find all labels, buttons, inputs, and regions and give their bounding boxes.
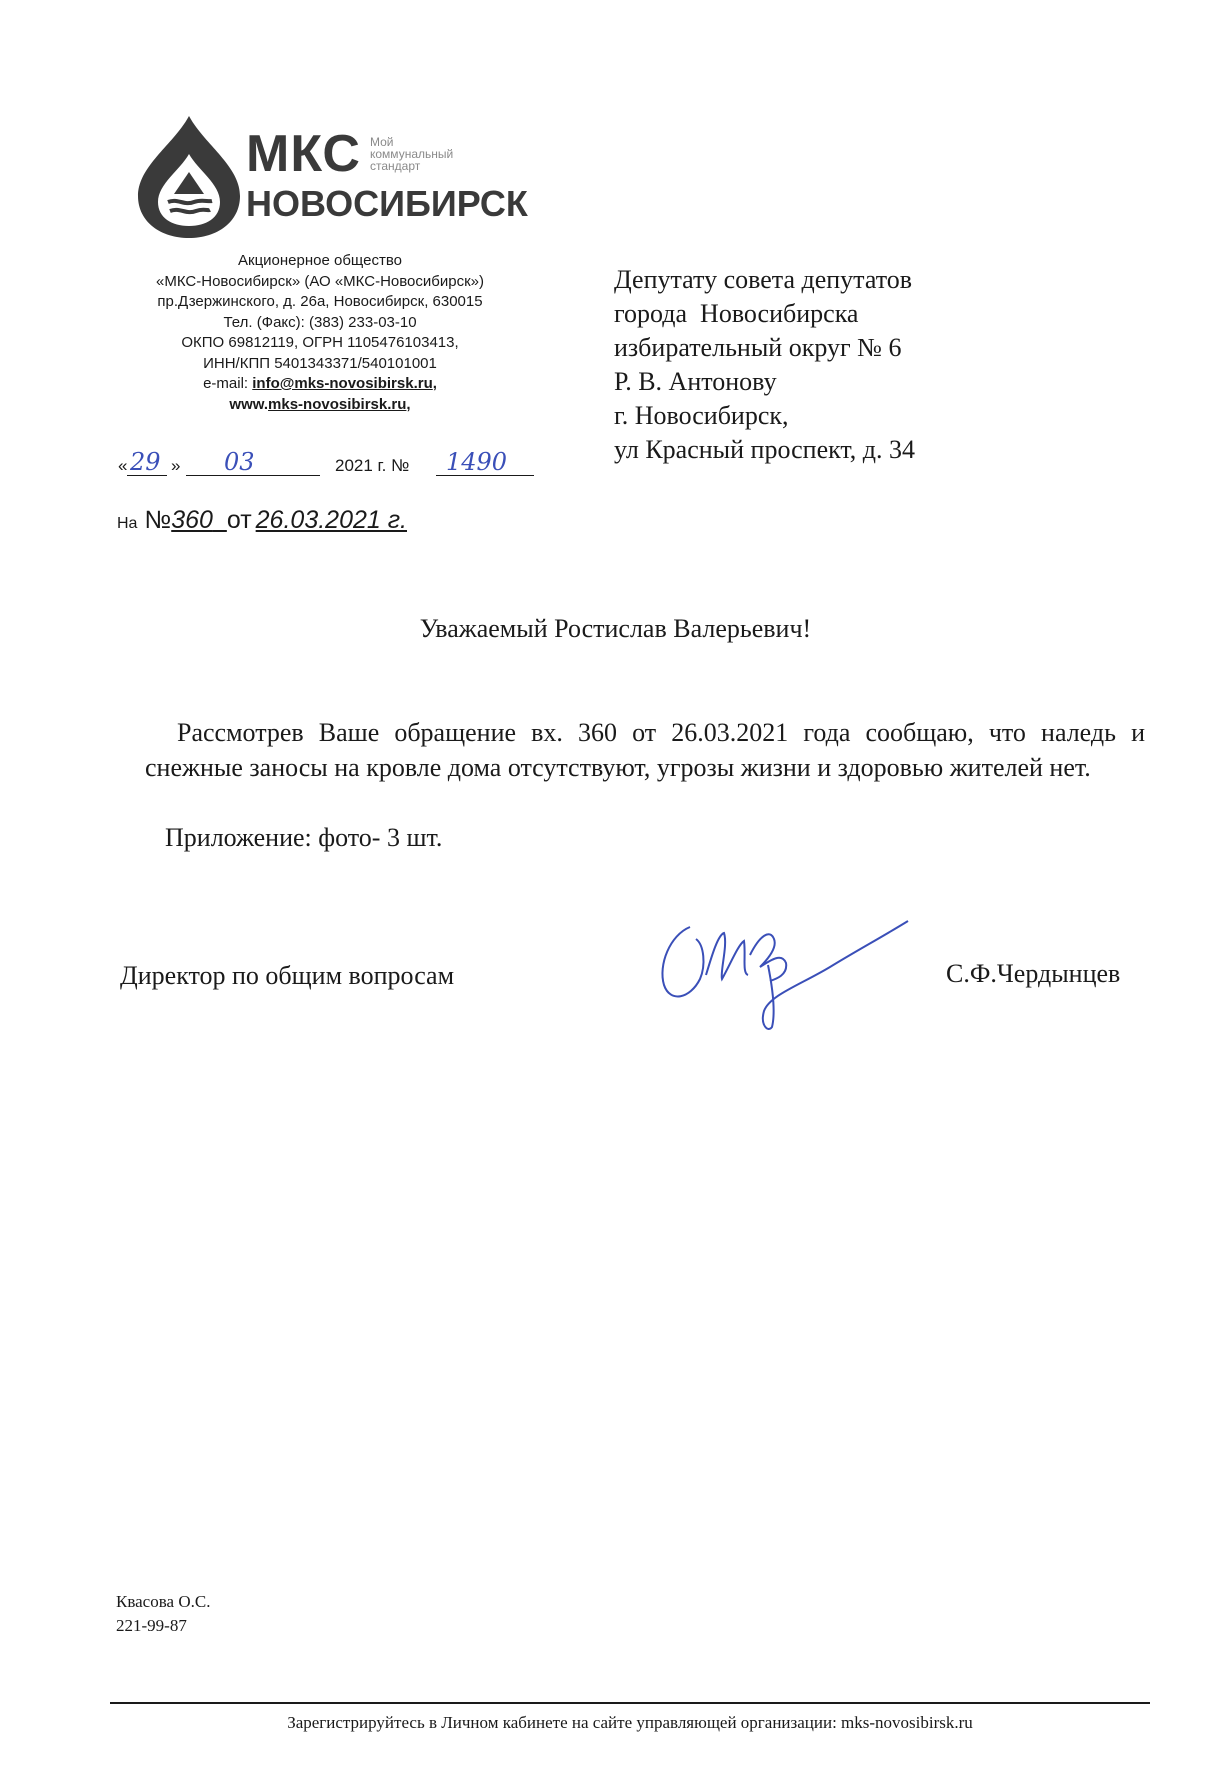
reference-date: 26.03.2021 г.: [255, 506, 407, 534]
signatory-name: С.Ф.Чердынцев: [946, 959, 1121, 988]
requisites-email-line: [110, 374, 530, 395]
logo-tagline-line: стандарт: [370, 159, 421, 173]
executor-info: [116, 1590, 210, 1638]
email-link[interactable]: info@mks-novosibirsk.ru: [252, 375, 433, 392]
number-underline: [436, 475, 534, 476]
outgoing-month: 03: [224, 448, 255, 476]
logo-brand-name: МКС: [246, 125, 361, 183]
outgoing-day: 29: [130, 448, 161, 476]
body-paragraph: Рассмотрев Ваше обращение вх. 360 от 26.03.2021 года сообщаю, что наледь и снежные заносы на кровле дома отсутствуют, угрозы жизни и здоровью жителей нет.: [145, 718, 1145, 782]
open-quote: «: [118, 456, 128, 475]
addressee-block: [614, 263, 1134, 467]
water-drop-icon: [134, 114, 244, 240]
addressee-line: избирательный округ № 6: [614, 333, 902, 362]
reference-number: 360: [171, 506, 213, 534]
requisites-line: Акционерное общество: [238, 252, 402, 269]
letter-body: [145, 716, 1145, 785]
footer-note: Зарегистрируйтесь в Личном кабинете на сайте управляющей организации: mks-novosibirsk.ru: [287, 1713, 973, 1732]
reference-no-sign: №: [137, 506, 172, 534]
reference-prefix: На: [117, 515, 138, 532]
requisites-line: пр.Дзержинского, д. 26а, Новосибирск, 630015: [157, 293, 483, 310]
addressee-line: г. Новосибирск,: [614, 401, 789, 430]
email-label: e-mail:: [203, 375, 253, 392]
executor-name: Квасова О.С.: [116, 1592, 211, 1611]
company-requisites: [110, 251, 530, 415]
addressee-line: города Новосибирска: [614, 299, 859, 328]
logo-tagline-line: Мой: [370, 135, 394, 149]
requisites-line: Тел. (Факс): (383) 233-03-10: [223, 313, 417, 331]
website-prefix: www.: [229, 395, 269, 413]
requisites-line: ИНН/КПП 5401343371/540101001: [203, 354, 437, 372]
greeting: Уважаемый Ростислав Валерьевич!: [419, 614, 812, 643]
reference-from: от: [226, 506, 252, 534]
requisites-line: «МКС-Новосибирск» (АО «МКС-Новосибирск»): [156, 272, 484, 290]
signatory-title: Директор по общим вопросам: [120, 961, 455, 990]
executor-phone: 221-99-87: [116, 1616, 187, 1635]
email-suffix: ,: [432, 375, 437, 392]
logo-tagline: [370, 136, 453, 172]
logo-tagline-line: коммунальный: [370, 147, 454, 161]
month-underline: [186, 475, 320, 476]
reference-line: [117, 506, 407, 542]
footer-divider: [110, 1702, 1150, 1704]
website-suffix: ,: [406, 395, 411, 413]
company-logo: [134, 114, 554, 240]
requisites-line: ОКПО 69812119, ОГРН 1105476103413,: [181, 334, 459, 351]
addressee-line: Депутату совета депутатов: [614, 265, 913, 294]
outgoing-year-label: 2021 г. №: [335, 456, 410, 475]
handwritten-signature: [650, 915, 920, 1035]
addressee-line: ул Красный проспект, д. 34: [614, 435, 916, 464]
requisites-website-line: [110, 395, 530, 416]
logo-city: НОВОСИБИРСК: [246, 183, 528, 224]
close-quote: »: [171, 456, 181, 475]
attachment-note: Приложение: фото- 3 шт.: [165, 823, 443, 852]
outgoing-number-line: [118, 448, 558, 484]
website-link[interactable]: mks-novosibirsk.ru: [268, 395, 407, 413]
addressee-line: Р. В. Антонову: [614, 367, 777, 396]
day-underline: [127, 475, 167, 476]
outgoing-number: 1490: [446, 448, 508, 476]
